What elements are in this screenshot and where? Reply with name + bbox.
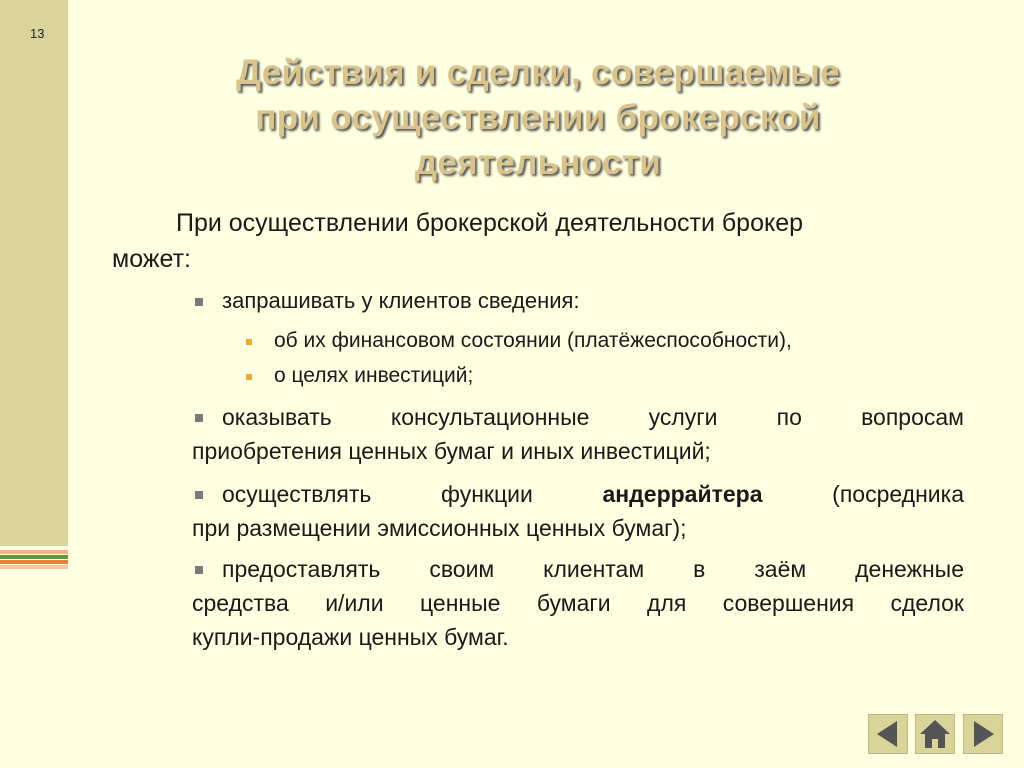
nav-home-button[interactable] bbox=[915, 714, 955, 754]
list-item-underwriter-line-2: при размещении эмиссионных ценных бумаг); bbox=[192, 515, 687, 541]
list-item-loan-line-2: средства и/или ценные бумаги для совершения сделок bbox=[192, 590, 964, 616]
slide-title bbox=[150, 50, 926, 185]
decor-stripes bbox=[0, 550, 68, 570]
nav-forward-button[interactable] bbox=[963, 714, 1003, 754]
home-icon bbox=[916, 715, 954, 753]
title-line-3: деятельности bbox=[414, 143, 662, 182]
underwriter-text-post: (посредника bbox=[762, 481, 964, 507]
title-line-2: при осуществлении брокерской bbox=[255, 98, 821, 137]
left-decor-bar bbox=[0, 0, 68, 546]
title-line-1: Действия и сделки, совершаемые bbox=[236, 53, 840, 92]
list-item-loan-line-1 bbox=[192, 552, 964, 586]
consult-text-1: оказывать консультационные услуги по вопросам bbox=[222, 404, 964, 430]
intro-line-2: может: bbox=[112, 245, 192, 273]
nav-back-button[interactable] bbox=[868, 714, 908, 754]
loan-text-1: предоставлять своим клиентам в заём денежные bbox=[222, 556, 964, 582]
bullet-square-icon bbox=[195, 298, 203, 306]
underwriter-text-pre: осуществлять функции bbox=[222, 481, 603, 507]
underwriter-term: андеррайтера bbox=[602, 481, 763, 507]
list-item-consult-line-2: приобретения ценных бумаг и иных инвестиций; bbox=[192, 438, 711, 464]
intro-line-1: При осуществлении брокерской деятельности брокер bbox=[176, 209, 804, 237]
list-item-request: запрашивать у клиентов сведения: bbox=[222, 288, 580, 313]
sub-item-goals: о целях инвестиций; bbox=[274, 364, 474, 387]
slide-number: 13 bbox=[30, 26, 45, 41]
list-item-underwriter-line-1 bbox=[192, 477, 964, 511]
bullet-dot-icon bbox=[246, 374, 252, 380]
sub-item-finance: об их финансовом состоянии (платёжеспособности), bbox=[274, 329, 792, 352]
arrow-left-icon bbox=[869, 715, 907, 753]
list-item-loan-line-3: купли-продажи ценных бумаг. bbox=[192, 624, 509, 650]
arrow-right-icon bbox=[964, 715, 1002, 753]
list-item-consult-line-1 bbox=[192, 400, 964, 434]
intro-paragraph bbox=[112, 205, 964, 277]
bullet-dot-icon bbox=[246, 339, 252, 345]
